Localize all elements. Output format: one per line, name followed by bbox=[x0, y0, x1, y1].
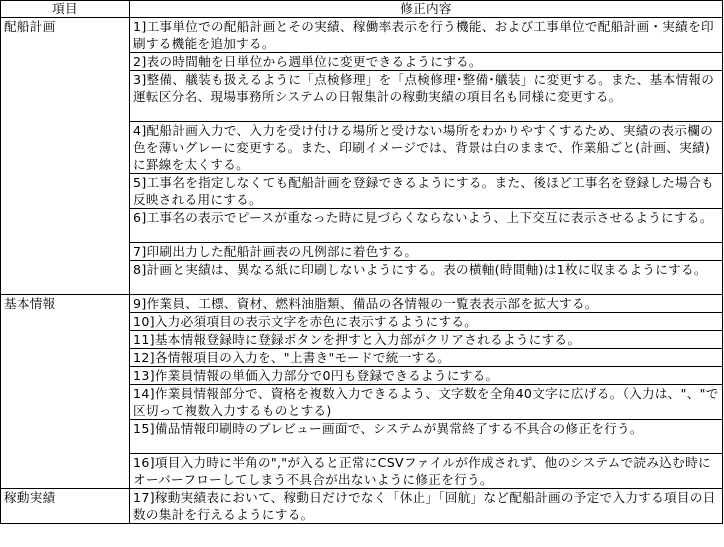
table-cell-item-14: 14]作業員情報部分で、資格を複数入力できるよう、文字数を全角40文字に広げる。（入力は、"、"で区切って複数入力するものとする) bbox=[130, 385, 723, 420]
table-cell-item-6: 6]工事名の表示でピースが重なった時に見づらくならないよう、上下交互に表示させるようにする。 bbox=[130, 209, 723, 243]
category-cell-kado: 稼動実績 bbox=[1, 489, 130, 524]
category-cell-kihon: 基本情報 bbox=[1, 295, 130, 489]
table-cell-item-7: 7]印刷出力した配船計画表の凡例部に着色する。 bbox=[130, 243, 723, 261]
table-cell-item-1: 1]工事単位での配船計画とその実績、稼働率表示を行う機能、および工事単位で配船計画・実績を印刷する機能を追加する。 bbox=[130, 18, 723, 53]
table-cell-item-17: 17]稼動実績表において、稼動日だけでなく「休止」「回航」など配船計画の予定で入力する項目の日数の集計を行えるようにする。 bbox=[130, 489, 723, 524]
table-row bbox=[1, 18, 723, 53]
table-cell-item-8: 8]計画と実績は、異なる紙に印刷しないようにする。表の横軸(時間軸)は1枚に収まるようにする。 bbox=[130, 261, 723, 295]
header-category: 項目 bbox=[1, 1, 130, 18]
table-cell-item-11: 11]基本情報登録時に登録ボタンを押すと入力部がクリアされるようにする。 bbox=[130, 331, 723, 349]
table-cell-item-16: 16]項目入力時に半角の","が入ると正常にCSVファイルが作成されず、他のシステムで読み込む時にオーバーフローしてしまう不具合が出ないように修正を行う。 bbox=[130, 454, 723, 489]
table-cell-item-9: 9]作業員、工標、資材、燃料油脂類、備品の各情報の一覧表表示部を拡大する。 bbox=[130, 295, 723, 313]
table-cell-item-5: 5]工事名を指定しなくても配船計画を登録できるようにする。また、後ほど工事名を登録した場合も反映される用にする。 bbox=[130, 174, 723, 209]
table-cell-item-13: 13]作業員情報の単価入力部分で0円も登録できるようにする。 bbox=[130, 367, 723, 385]
table-cell-item-12: 12]各情報項目の入力を、"上書き"モードで統一する。 bbox=[130, 349, 723, 367]
header-content: 修正内容 bbox=[130, 1, 723, 18]
table-cell-item-4: 4]配船計画入力で、入力を受け付ける場所と受けない場所をわかりやすくするため、実績の表示欄の色を薄いグレーに変更する。また、印刷イメージでは、背景は白のままで、作業船ごと(計画、実績)に罫線を太くする。 bbox=[130, 122, 723, 174]
header-row bbox=[1, 1, 723, 18]
table-cell-item-2: 2]表の時間軸を日単位から週単位に変更できるようにする。 bbox=[130, 53, 723, 71]
table-row bbox=[1, 295, 723, 313]
table-cell-item-10: 10]入力必須項目の表示文字を赤色に表示するようにする。 bbox=[130, 313, 723, 331]
table-cell-item-15: 15]備品情報印刷時のプレビュー画面で、システムが異常終了する不具合の修正を行う。 bbox=[130, 420, 723, 454]
table-cell-item-3: 3]整備、艤装も扱えるように「点検修理」を「点検修理･整備･艤装」に変更する。また、基本情報の運転区分名、現場事務所システムの日報集計の稼動実績の項目名も同様に変更する。 bbox=[130, 71, 723, 122]
table-row bbox=[1, 489, 723, 524]
category-cell-haisen: 配船計画 bbox=[1, 18, 130, 295]
